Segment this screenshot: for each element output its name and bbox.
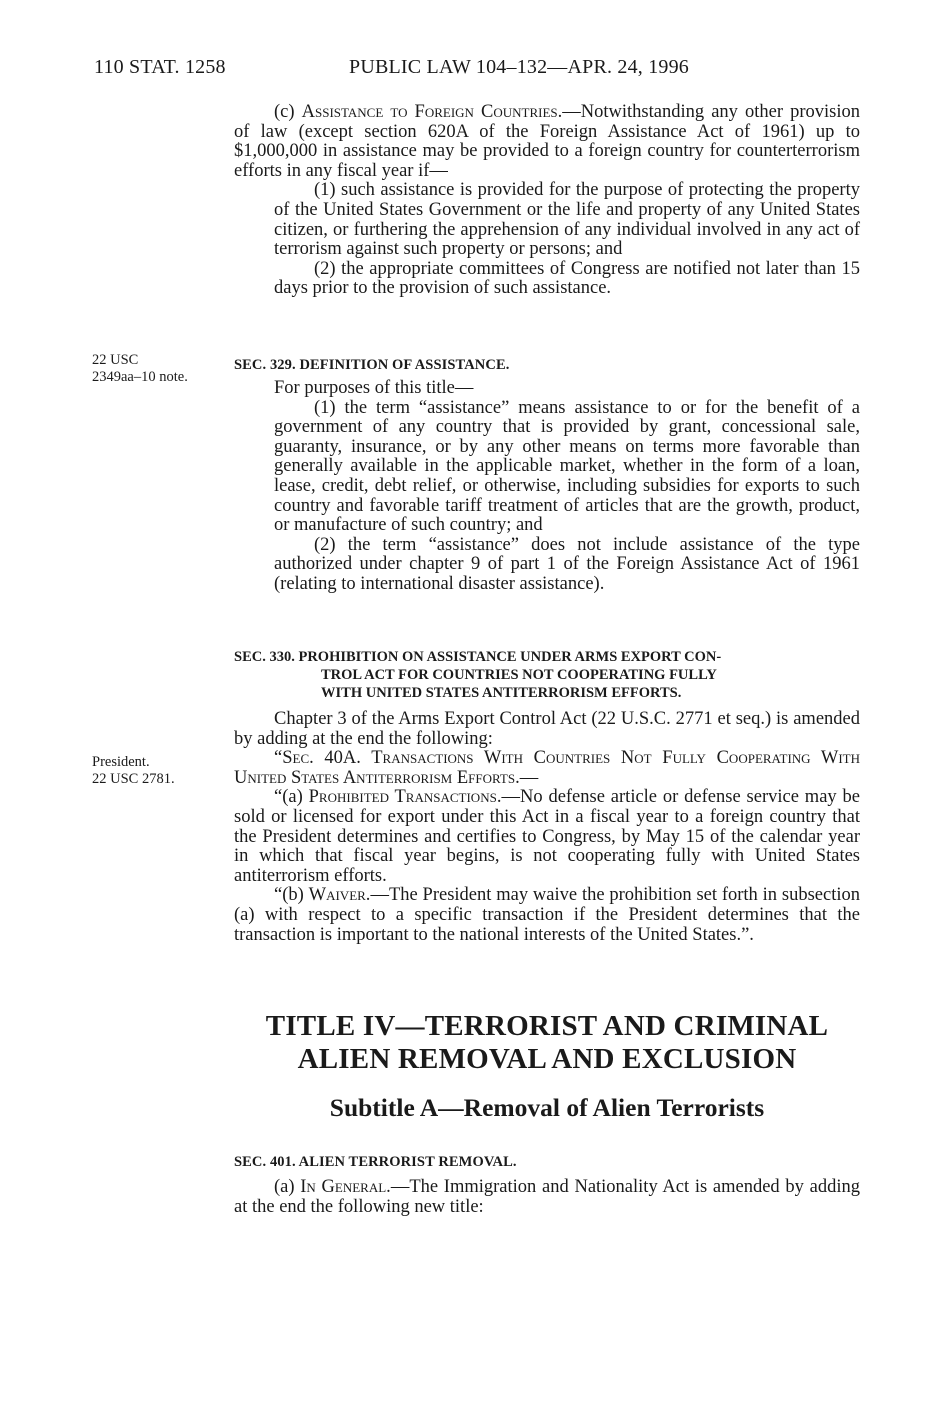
sec329-item-2: (2) the term “assistance” does not include assistance of the type authorized under chapter 9 of part 1 of the Foreign Assistance Act of 1961 (relating to international disaster assistance). [274,534,860,594]
sec330 [234,648,860,945]
sec329 [234,356,860,595]
sec330-heading: SEC. 330. PROHIBITION ON ASSISTANCE UNDER ARMS EXPORT CON- TROL ACT FOR COUNTRIES NOT COOPERATING FULLY WITH UNITED STATES ANTITERRORISM EFFORTS. [234,649,722,701]
sec330-intro: Chapter 3 of the Arms Export Control Act (22 U.S.C. 2771 et seq.) is amended by adding at the end the following: [234,709,860,749]
sec328c-item-1: (1) such assistance is provided for the purpose of protecting the property of the United States Government or the life and property of any United States citizen, or furthering the apprehension of any individual involved in any act of terrorism against such property or persons; and [274,180,860,260]
margin-note-codification-2: President. 22 USC 2781. [92,754,175,787]
sec328c-paragraph: (c) Assistance to Foreign Countries.—Notwithstanding any other provision of law (except section 620A of the Foreign Assistance Act of 1961) up to $1,000,000 in assistance may be provided to a foreign country for counterterrorism efforts in any fiscal year if— [234,102,860,181]
subtitle-a-heading: Subtitle A—Removal of Alien Terrorists [329,1093,765,1122]
margin-note-codification-1: 22 USC 2349aa–10 note. [92,352,188,385]
sec329-item-1: (1) the term “assistance” means assistance to or for the benefit of a government of any country that is provided by grant, concessional sale, guaranty, insurance, or by any other means on terms more favorable than generally available in the applicable market, whether in the form of a loan, lease, credit, debt relief, or otherwise, including subsidies for exports to such country and favorable tariff treatment of articles that are the growth, product, or manufacture of such country; and [274,397,860,536]
sec401-subsection-a: (a) In General.—The Immigration and Nationality Act is amended by adding at the end the following new title: [234,1177,860,1217]
sec40a-subsection-b: “(b) Waiver.—The President may waive the prohibition set forth in subsection (a) with respect to a specific transaction if the President determines that the transaction is important to the national interests of the United States.”. [234,885,860,945]
title-iv-heading: TITLE IV—TERRORIST AND CRIMINAL ALIEN REMOVAL AND EXCLUSION [265,1010,829,1075]
public-law-header: PUBLIC LAW 104–132—APR. 24, 1996 [349,56,690,78]
sec329-intro: For purposes of this title— [274,378,474,398]
sec401-heading: SEC. 401. ALIEN TERRORIST REMOVAL. [234,1154,517,1170]
sec40a-heading: “Sec. 40A. Transactions With Countries Not Fully Cooperating With United States Antiterrorism Efforts.— [234,748,860,788]
sec328-subsection-c [234,103,860,299]
sec40a-subsection-a: “(a) Prohibited Transactions.—No defense article or defense service may be sold or licensed for export under this Act in a fiscal year to a foreign country that the President determines and certifies to Congress, by May 15 of the calendar year in which that fiscal year begins, is not cooperating fully with United States antiterrorism efforts. [234,787,860,886]
sec401 [234,1153,860,1217]
sec328c-item-2: (2) the appropriate committees of Congress are notified not later than 15 days prior to the provision of such assistance. [274,258,860,299]
page-stat-reference: 110 STAT. 1258 [94,56,226,78]
sec328c-heading: Assistance to Foreign Countries. [301,102,563,122]
sec329-heading: SEC. 329. DEFINITION OF ASSISTANCE. [234,357,510,373]
